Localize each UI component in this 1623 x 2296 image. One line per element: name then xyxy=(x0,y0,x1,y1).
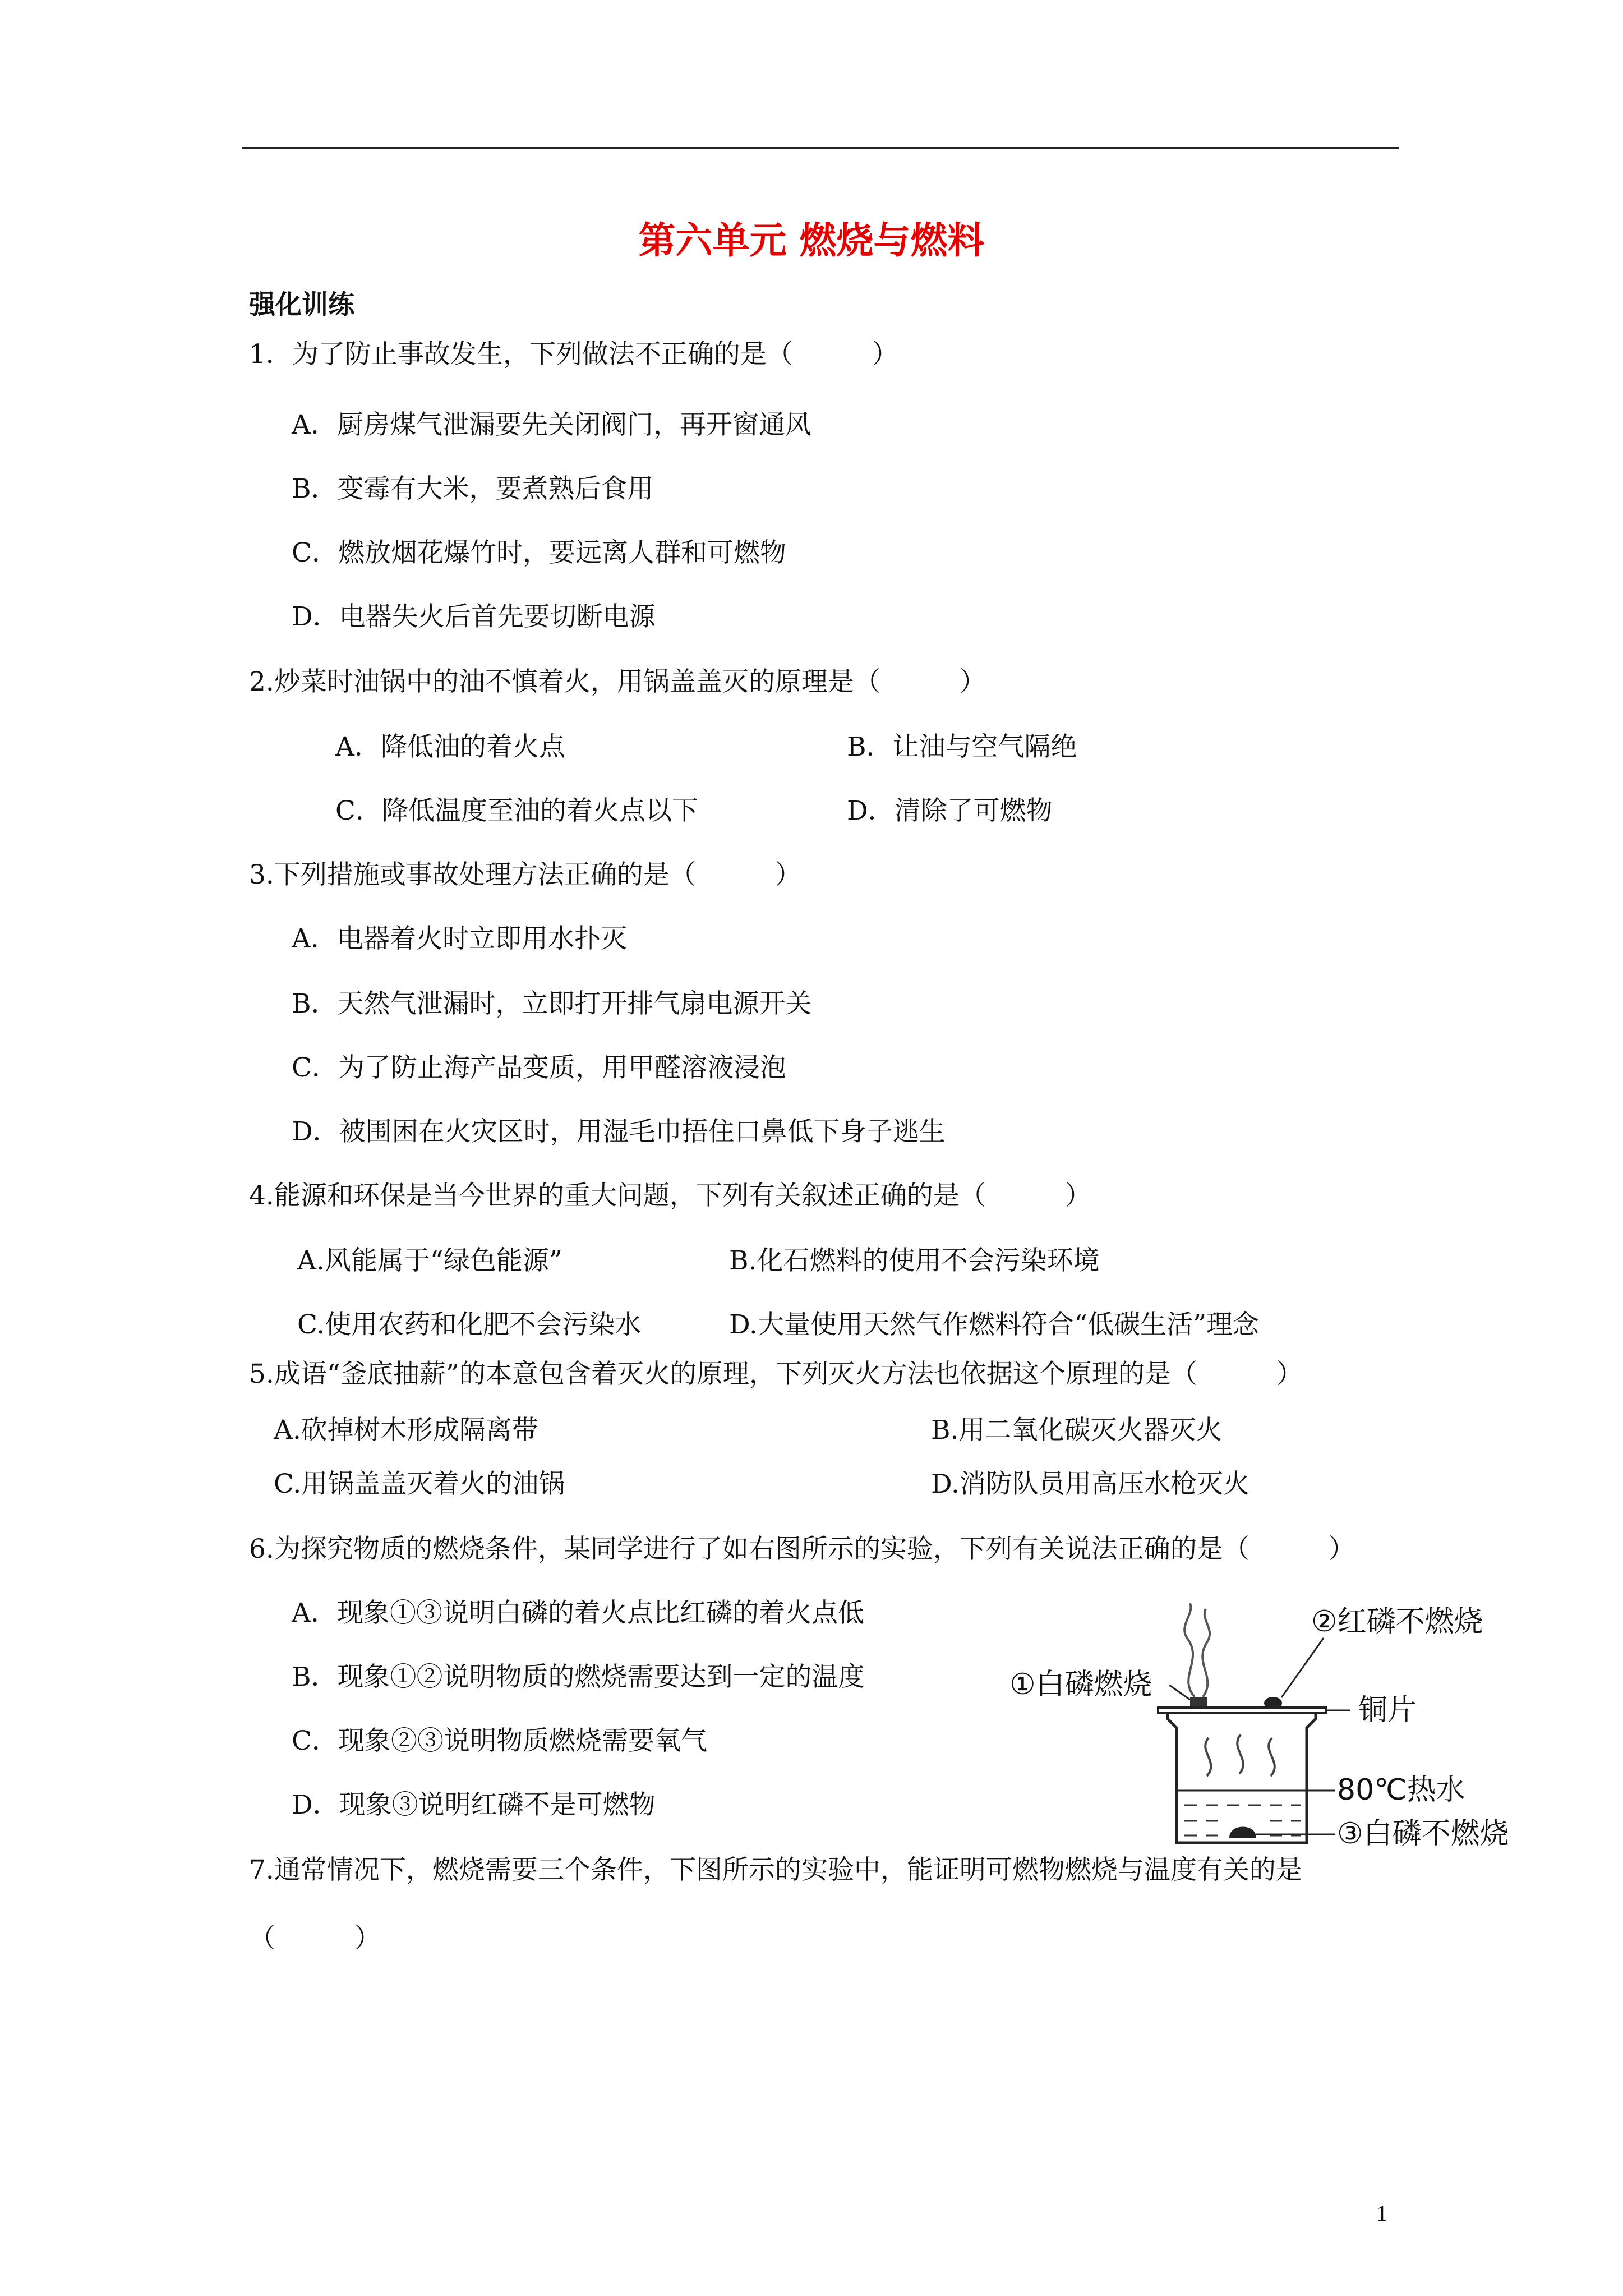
question-3-option-d: D．被围困在火灾区时，用湿毛巾捂住口鼻低下身子逃生 xyxy=(292,1116,946,1147)
smoke-icon xyxy=(1202,1609,1210,1697)
label-copper-sheet: 铜片 xyxy=(1358,1694,1417,1727)
question-5-stem: 5.成语“釜底抽薪”的本意包含着灭火的原理，下列灭火方法也依据这个原理的是（ ） xyxy=(249,1359,1303,1389)
question-3-option-c: C．为了防止海产品变质，用甲醛溶液浸泡 xyxy=(292,1052,786,1083)
question-1-option-a: A．厨房煤气泄漏要先关闭阀门，再开窗通风 xyxy=(292,409,811,440)
question-4-stem: 4.能源和环保是当今世界的重大问题，下列有关叙述正确的是（ ） xyxy=(249,1180,1091,1211)
question-4-option-d: D.大量使用天然气作燃料符合“低碳生活”理念 xyxy=(729,1309,1260,1340)
section-heading: 强化训练 xyxy=(249,289,354,320)
question-6-option-d: D．现象③说明红磷不是可燃物 xyxy=(292,1789,656,1820)
label-white-phosphorus-burning: ①白磷燃烧 xyxy=(1009,1668,1152,1701)
combustion-experiment-diagram xyxy=(1009,1593,1514,1857)
smoke-icon xyxy=(1184,1603,1195,1697)
question-1-option-b: B．变霉有大米，要煮熟后食用 xyxy=(292,473,654,504)
question-4-option-c: C.使用农药和化肥不会污染水 xyxy=(297,1309,642,1340)
header-rule xyxy=(242,147,1399,149)
question-7-stem: 7.通常情况下，燃烧需要三个条件，下图所示的实验中，能证明可燃物燃烧与温度有关的是 xyxy=(249,1855,1302,1885)
question-5-option-b: B.用二氧化碳灭火器灭火 xyxy=(931,1415,1223,1446)
page-title: 第六单元 燃烧与燃料 xyxy=(638,218,985,262)
question-4-option-a: A.风能属于“绿色能源” xyxy=(297,1245,562,1276)
question-2-option-a: A．降低油的着火点 xyxy=(335,731,565,762)
label-red-phosphorus-not-burning: ②红磷不燃烧 xyxy=(1311,1605,1483,1639)
label-white-phosphorus-not-burning: ③白磷不燃烧 xyxy=(1337,1817,1509,1851)
question-3-option-b: B．天然气泄漏时，立即打开排气扇电源开关 xyxy=(292,988,812,1019)
question-2-option-c: C．降低温度至油的着火点以下 xyxy=(335,795,698,826)
question-2-stem: 2.炒菜时油锅中的油不慎着火，用锅盖盖灭的原理是（ ） xyxy=(249,666,986,697)
question-5-option-d: D.消防队员用高压水枪灭火 xyxy=(931,1469,1249,1499)
question-3-option-a: A．电器着火时立即用水扑灭 xyxy=(292,923,627,954)
question-2-option-b: B．让油与空气隔绝 xyxy=(847,731,1077,762)
question-1-option-c: C．燃放烟花爆竹时，要远离人群和可燃物 xyxy=(292,537,786,568)
white-phosphorus-icon xyxy=(1190,1697,1207,1708)
question-1-stem: 1．为了防止事故发生，下列做法不正确的是（ ） xyxy=(249,339,898,370)
question-5-option-a: A.砍掉树木形成隔离带 xyxy=(274,1415,538,1446)
question-1-option-d: D．电器失火后首先要切断电源 xyxy=(292,601,656,632)
question-6-option-c: C．现象②③说明物质燃烧需要氧气 xyxy=(292,1726,707,1756)
question-2-option-d: D．清除了可燃物 xyxy=(847,795,1053,826)
copper-sheet-icon xyxy=(1158,1708,1326,1713)
question-5-option-c: C.用锅盖盖灭着火的油锅 xyxy=(274,1469,565,1499)
question-3-stem: 3.下列措施或事故处理方法正确的是（ ） xyxy=(249,859,801,890)
question-4-option-b: B.化石燃料的使用不会污染环境 xyxy=(729,1245,1100,1276)
page-number: 1 xyxy=(1376,2201,1387,2226)
label-hot-water: 80℃热水 xyxy=(1337,1773,1465,1807)
question-6-stem: 6.为探究物质的燃烧条件，某同学进行了如右图所示的实验，下列有关说法正确的是（ ） xyxy=(249,1534,1355,1565)
question-7-answer-bracket: （ ） xyxy=(249,1923,381,1954)
beaker-icon xyxy=(1168,1713,1316,1843)
question-6-option-a: A．现象①③说明白磷的着火点比红磷的着火点低 xyxy=(292,1598,864,1628)
question-6-option-b: B．现象①②说明物质的燃烧需要达到一定的温度 xyxy=(292,1662,865,1692)
underwater-phosphorus-icon xyxy=(1229,1827,1256,1838)
